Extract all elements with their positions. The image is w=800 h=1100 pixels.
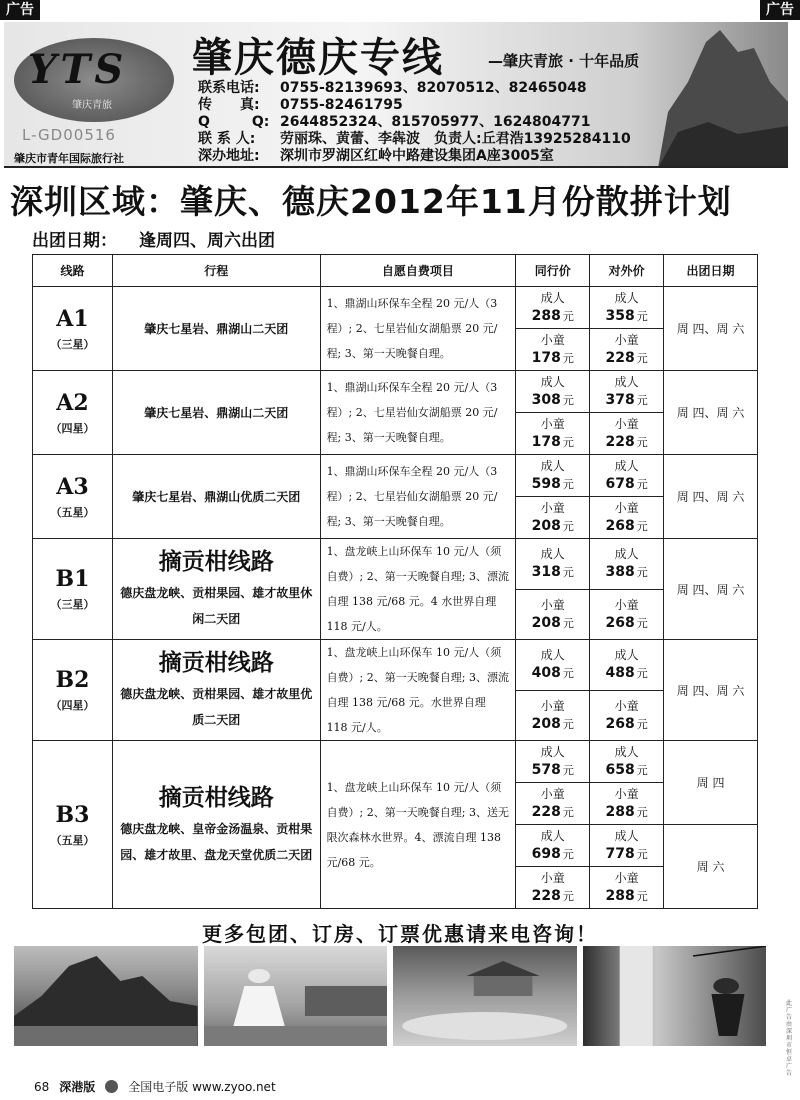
trade-adult-price: 成人 408 元 [516,640,590,691]
route-code-cell: B3 （五星） [33,741,113,909]
route-code-cell: A2 （四星） [33,371,113,455]
fees-cell: 1、盘龙峡上山环保车 10 元/人（须自费）; 2、第一天晚餐自理; 3、漂流自理 138 元/68 元。水世界自理 118 元/人。 [320,640,516,741]
contact-info [198,80,631,165]
col-departure: 出团日期 [664,255,758,287]
fees-cell: 1、鼎湖山环保车全程 20 元/人（3程）; 2、七星岩仙女湖船票 20 元/程; 3、第一天晚餐自理。 [320,287,516,371]
col-route: 线路 [33,255,113,287]
photo-woman-meadow [204,946,388,1046]
photo-karst-village [14,946,198,1046]
trade-adult-price: 成人 698 元 [516,825,590,867]
route-code-cell: B2 （四星） [33,640,113,741]
table-row [33,371,758,413]
contact-phone: 联系电话: 0755-82139693、82070512、82465048 [198,80,587,96]
photo-waterfall-zipline [583,946,767,1046]
trade-child-price: 小童 178 元 [516,329,590,371]
itinerary-cell: 肇庆七星岩、鼎湖山二天团 [112,287,320,371]
departure-days: 周 四、周 六 [664,371,758,455]
retail-adult-price: 成人 658 元 [590,741,664,783]
page-number: 68 [34,1079,50,1094]
trade-child-price: 小童 208 元 [516,690,590,741]
table-row [33,741,758,783]
tour-schedule-table [32,254,758,909]
departure-info: 出团日期： 逢周四、周六出团 [32,231,275,251]
magazine-logo-icon [105,1080,118,1093]
trade-adult-price: 成人 308 元 [516,371,590,413]
retail-adult-price: 成人 678 元 [590,455,664,497]
fees-cell: 1、盘龙峡上山环保车 10 元/人（须自费）; 2、第一天晚餐自理; 3、漂流自理 138 元/68 元。4 水世界自理 118 元/人。 [320,539,516,640]
page-headline: 深圳区域：肇庆、德庆2012年11月份散拼计划 [10,182,732,221]
contact-person: 联 系 人: 劳丽珠、黄蕾、李犇波 负责人:丘君浩13925284110 [198,131,631,147]
fees-cell: 1、盘龙峡上山环保车 10 元/人（须自费）; 2、第一天晚餐自理; 3、送无限次森林水世界。4、漂流自理 138 元/68 元。 [320,741,516,909]
trade-adult-price: 成人 578 元 [516,741,590,783]
agency-name: 肇庆市青年国际旅行社 [14,152,124,165]
retail-adult-price: 成人 488 元 [590,640,664,691]
contact-address: 深办地址: 深圳市罗湖区红岭中路建设集团A座3005室 [198,148,554,164]
departure-days: 周 四、周 六 [664,287,758,371]
license-number: L-GD00516 [22,126,116,144]
itinerary-cell: 摘贡柑线路 德庆盘龙峡、皇帝金汤温泉、贡柑果园、雄才故里、盘龙天堂优质二天团 [112,741,320,909]
table-row [33,287,758,329]
departure-days: 周 四、周 六 [664,539,758,640]
table-row [33,640,758,691]
route-code-cell: A1 （三星） [33,287,113,371]
logo-subtitle: 肇庆青旅 [72,100,112,111]
retail-adult-price: 成人 388 元 [590,539,664,590]
departure-days: 周 四、周 六 [664,640,758,741]
retail-adult-price: 成人 358 元 [590,287,664,329]
retail-child-price: 小童 228 元 [590,329,664,371]
call-to-action: 更多包团、订房、订票优惠请来电咨询！ [202,922,598,946]
header-banner [4,22,788,168]
col-itinerary: 行程 [112,255,320,287]
itinerary-cell: 肇庆七星岩、鼎湖山优质二天团 [112,455,320,539]
col-trade-price: 同行价 [516,255,590,287]
retail-child-price: 小童 268 元 [590,497,664,539]
retail-adult-price: 成人 378 元 [590,371,664,413]
retail-adult-price: 成人 778 元 [590,825,664,867]
itinerary-cell: 摘贡柑线路 德庆盘龙峡、贡柑果园、雄才故里休闲二天团 [112,539,320,640]
col-retail-price: 对外价 [590,255,664,287]
retail-child-price: 小童 288 元 [590,867,664,909]
contact-qq: Q Q: 2644852324、815705977、1624804771 [198,114,591,130]
route-code-cell: B1 （三星） [33,539,113,640]
departure-days: 周 四 [664,741,758,825]
logo-text: YTS [28,46,128,93]
ad-tag-right: 广告 [760,0,800,20]
agency-logo [10,30,180,165]
photo-resort-pool [393,946,577,1046]
retail-child-price: 小童 268 元 [590,589,664,640]
website-link[interactable]: 全国电子版 www.zyoo.net [128,1080,276,1094]
fees-cell: 1、鼎湖山环保车全程 20 元/人（3程）; 2、七星岩仙女湖船票 20 元/程; 3、第一天晚餐自理。 [320,455,516,539]
departure-days: 周 四、周 六 [664,455,758,539]
route-code-cell: A3 （五星） [33,455,113,539]
trade-child-price: 小童 228 元 [516,867,590,909]
trade-child-price: 小童 228 元 [516,783,590,825]
fees-cell: 1、鼎湖山环保车全程 20 元/人（3程）; 2、七星岩仙女湖船票 20 元/程; 3、第一天晚餐自理。 [320,371,516,455]
edition-label: 深港版 [59,1080,96,1094]
table-header-row [33,255,758,287]
retail-child-price: 小童 228 元 [590,413,664,455]
retail-child-price: 小童 268 元 [590,690,664,741]
photo-strip [14,946,766,1046]
page-footer [34,1078,276,1095]
mountain-photo [658,22,788,168]
departure-days: 周 六 [664,825,758,909]
trade-adult-price: 成人 318 元 [516,539,590,590]
trade-child-price: 小童 208 元 [516,497,590,539]
itinerary-cell: 肇庆七星岩、鼎湖山二天团 [112,371,320,455]
ad-tag-left: 广告 [0,0,40,20]
table-row [33,539,758,590]
retail-child-price: 小童 288 元 [590,783,664,825]
trade-adult-price: 成人 288 元 [516,287,590,329]
contact-fax: 传 真: 0755-82461795 [198,97,403,113]
itinerary-cell: 摘贡柑线路 德庆盘龙峡、贡柑果园、雄才故里优质二天团 [112,640,320,741]
side-note: 此广告由深圳市恒卓广告 [786,1000,793,1077]
col-optional-fees: 自愿自费项目 [320,255,516,287]
trade-child-price: 小童 178 元 [516,413,590,455]
trade-child-price: 小童 208 元 [516,589,590,640]
trade-adult-price: 成人 598 元 [516,455,590,497]
main-title: 肇庆德庆专线 [192,35,444,81]
slogan: —肇庆青旅 · 十年品质 [488,52,640,70]
table-row [33,455,758,497]
